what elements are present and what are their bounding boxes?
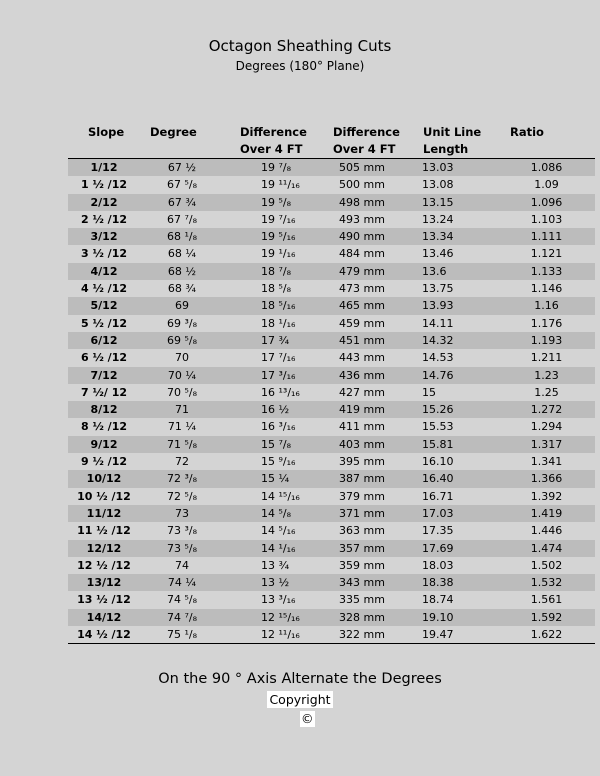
ratio-cell: 1.561 (530, 593, 563, 607)
difference-mm-cell: 328 mm (339, 610, 385, 624)
unit-line-length-cell: 17.35 (422, 524, 454, 538)
unit-line-length-cell: 13.15 (422, 195, 454, 209)
difference-inches-cell: 19 ⁷/₁₆ (261, 212, 296, 226)
degree-cell: 70 ¼ (167, 368, 197, 382)
unit-line-length-cell: 15.26 (422, 403, 454, 417)
unit-line-length-cell: 13.46 (422, 247, 454, 261)
slope-cell: 12 ½ /12 (77, 558, 131, 572)
copyright-symbol: © (301, 711, 314, 726)
difference-mm-cell: 419 mm (339, 403, 385, 417)
table-row (68, 228, 595, 245)
slope-cell: 7/12 (90, 368, 118, 382)
table-row (68, 401, 595, 418)
table-row (68, 418, 595, 435)
slope-cell: 5 ½ /12 (80, 316, 128, 330)
table-row (68, 332, 595, 349)
slope-cell: 11 ½ /12 (77, 524, 131, 538)
unit-line-length-cell: 14.76 (422, 368, 454, 382)
table-row (68, 591, 595, 608)
ratio-cell: 1.193 (530, 333, 563, 347)
difference-inches-cell: 18 ⁵/₁₆ (261, 299, 296, 313)
copyright-label: Copyright (267, 691, 333, 708)
difference-mm-cell: 343 mm (339, 576, 385, 590)
difference-inches-cell: 14 ⁵/₈ (261, 506, 292, 520)
slope-cell: 2/12 (90, 195, 118, 209)
difference-inches-cell: 18 ⁵/₈ (261, 282, 292, 296)
difference-mm-cell: 500 mm (339, 178, 385, 192)
difference-mm-cell: 411 mm (339, 420, 385, 434)
ratio-cell: 1.211 (530, 351, 563, 365)
ratio-cell: 1.392 (530, 489, 563, 503)
table-row (68, 609, 595, 626)
difference-inches-cell: 13 ³/₁₆ (261, 593, 296, 607)
ratio-cell: 1.532 (530, 576, 563, 590)
degree-cell: 68 ¹/₈ (166, 230, 198, 244)
header-slope: Slope (88, 125, 125, 139)
unit-line-length-cell: 18.03 (422, 558, 454, 572)
degree-cell: 74 ⁵/₈ (166, 593, 198, 607)
degree-cell: 73 ⁵/₈ (166, 541, 198, 555)
degree-cell: 71 ¼ (167, 420, 197, 434)
slope-cell: 4/12 (90, 264, 118, 278)
degree-cell: 71 ⁵/₈ (166, 437, 198, 451)
difference-mm-cell: 387 mm (339, 472, 385, 486)
difference-mm-cell: 363 mm (339, 524, 385, 538)
ratio-cell: 1.16 (534, 299, 559, 313)
table-row (68, 297, 595, 314)
degree-cell: 69 ³/₈ (166, 316, 198, 330)
slope-cell: 12/12 (86, 541, 122, 555)
difference-inches-cell: 12 ¹¹/₁₆ (261, 628, 300, 642)
degree-cell: 74 (175, 558, 189, 572)
difference-mm-cell: 505 mm (339, 161, 385, 174)
header-difference-mm: Difference Over 4 FT (333, 125, 400, 156)
table-row (68, 505, 595, 522)
degree-cell: 69 (175, 299, 189, 313)
difference-mm-cell: 479 mm (339, 264, 385, 278)
difference-inches-cell: 17 ⁷/₁₆ (261, 351, 296, 365)
unit-line-length-cell: 15.81 (422, 437, 454, 451)
difference-inches-cell: 19 ¹¹/₁₆ (261, 178, 300, 192)
unit-line-length-cell: 13.03 (422, 161, 454, 174)
difference-inches-cell: 17 ¾ (261, 333, 290, 347)
unit-line-length-cell: 17.03 (422, 506, 454, 520)
difference-mm-cell: 395 mm (339, 455, 385, 469)
table-row (68, 453, 595, 470)
unit-line-length-cell: 13.6 (422, 264, 447, 278)
slope-cell: 8 ½ /12 (80, 420, 128, 434)
slope-cell: 6 ½ /12 (80, 351, 128, 365)
difference-mm-cell: 473 mm (339, 282, 385, 296)
difference-inches-cell: 17 ³/₁₆ (261, 368, 296, 382)
ratio-cell: 1.294 (530, 420, 563, 434)
ratio-cell: 1.502 (530, 558, 563, 572)
difference-mm-cell: 379 mm (339, 489, 385, 503)
unit-line-length-cell: 19.47 (422, 628, 454, 642)
slope-cell: 4 ½ /12 (80, 282, 128, 296)
table-row (68, 488, 595, 505)
table-row (68, 194, 595, 211)
difference-mm-cell: 490 mm (339, 230, 385, 244)
ratio-cell: 1.622 (530, 628, 563, 642)
difference-inches-cell: 18 ⁷/₈ (261, 264, 292, 278)
degree-cell: 72 ³/₈ (166, 472, 198, 486)
unit-line-length-cell: 14.32 (422, 333, 454, 347)
header-unit-line-length: Unit Line Length (423, 125, 482, 156)
ratio-cell: 1.341 (530, 455, 563, 469)
slope-cell: 10 ½ /12 (77, 489, 131, 503)
table-row (68, 574, 595, 591)
table-row (68, 263, 595, 280)
table-header-row (68, 124, 595, 159)
difference-mm-cell: 436 mm (339, 368, 385, 382)
degree-cell: 72 ⁵/₈ (166, 489, 198, 503)
difference-inches-cell: 19 ¹/₁₆ (261, 247, 296, 261)
difference-inches-cell: 19 ⁵/₈ (261, 195, 292, 209)
table-row (68, 211, 595, 228)
table-row (68, 245, 595, 262)
ratio-cell: 1.317 (530, 437, 563, 451)
slope-cell: 5/12 (90, 299, 118, 313)
ratio-cell: 1.419 (530, 506, 563, 520)
difference-inches-cell: 14 ⁵/₁₆ (261, 524, 296, 538)
difference-mm-cell: 359 mm (339, 558, 385, 572)
unit-line-length-cell: 18.38 (422, 576, 454, 590)
table-row (68, 349, 595, 366)
ratio-cell: 1.592 (530, 610, 563, 624)
unit-line-length-cell: 16.71 (422, 489, 454, 503)
difference-inches-cell: 18 ¹/₁₆ (261, 316, 296, 330)
slope-cell: 3/12 (90, 230, 118, 244)
difference-inches-cell: 15 ⁹/₁₆ (261, 455, 296, 469)
difference-mm-cell: 357 mm (339, 541, 385, 555)
slope-cell: 1 ½ /12 (80, 178, 128, 192)
slope-cell: 2 ½ /12 (80, 212, 128, 226)
ratio-cell: 1.25 (534, 385, 559, 399)
unit-line-length-cell: 16.10 (422, 455, 454, 469)
degree-cell: 70 ⁵/₈ (166, 385, 198, 399)
table-row (68, 367, 595, 384)
slope-cell: 13/12 (86, 576, 122, 590)
slope-cell: 9/12 (90, 437, 118, 451)
slope-cell: 7 ½/ 12 (80, 385, 128, 399)
table-row (68, 315, 595, 332)
degree-cell: 67 ½ (167, 161, 197, 174)
page-title: Octagon Sheathing Cuts (208, 37, 392, 55)
difference-mm-cell: 484 mm (339, 247, 385, 261)
unit-line-length-cell: 16.40 (422, 472, 454, 486)
slope-cell: 13 ½ /12 (77, 593, 131, 607)
unit-line-length-cell: 19.10 (422, 610, 454, 624)
unit-line-length-cell: 15.53 (422, 420, 454, 434)
ratio-cell: 1.103 (530, 212, 563, 226)
difference-inches-cell: 14 ¹/₁₆ (261, 541, 296, 555)
degree-cell: 67 ⁵/₈ (166, 178, 198, 192)
difference-inches-cell: 19 ⁷/₈ (261, 161, 292, 174)
difference-mm-cell: 451 mm (339, 333, 385, 347)
degree-cell: 68 ½ (167, 264, 197, 278)
ratio-cell: 1.133 (530, 264, 563, 278)
difference-inches-cell: 13 ¾ (261, 558, 290, 572)
ratio-cell: 1.272 (530, 403, 563, 417)
table-row (68, 470, 595, 487)
ratio-cell: 1.146 (530, 282, 563, 296)
footer-note: On the 90 ° Axis Alternate the Degrees (158, 671, 442, 687)
slope-cell: 3 ½ /12 (80, 247, 128, 261)
slope-cell: 1/12 (90, 161, 118, 174)
difference-inches-cell: 14 ¹⁵/₁₆ (261, 489, 300, 503)
unit-line-length-cell: 13.08 (422, 178, 454, 192)
slope-cell: 8/12 (90, 403, 118, 417)
difference-mm-cell: 427 mm (339, 385, 385, 399)
difference-inches-cell: 12 ¹⁵/₁₆ (261, 610, 300, 624)
degree-cell: 71 (175, 403, 189, 417)
unit-line-length-cell: 14.11 (422, 316, 454, 330)
page-subtitle: Degrees (180° Plane) (235, 59, 365, 73)
slope-cell: 6/12 (90, 333, 118, 347)
sheathing-cuts-table (68, 124, 595, 644)
degree-cell: 74 ¼ (167, 576, 197, 590)
degree-cell: 67 ⁷/₈ (166, 212, 198, 226)
difference-inches-cell: 15 ¼ (261, 472, 290, 486)
unit-line-length-cell: 15 (422, 385, 436, 399)
table-row (68, 176, 595, 193)
ratio-cell: 1.086 (530, 161, 563, 174)
difference-inches-cell: 13 ½ (261, 576, 290, 590)
degree-cell: 74 ⁷/₈ (166, 610, 198, 624)
difference-mm-cell: 493 mm (339, 212, 385, 226)
unit-line-length-cell: 13.34 (422, 230, 454, 244)
difference-mm-cell: 465 mm (339, 299, 385, 313)
difference-inches-cell: 15 ⁷/₈ (261, 437, 292, 451)
difference-mm-cell: 335 mm (339, 593, 385, 607)
degree-cell: 67 ¾ (167, 195, 197, 209)
slope-cell: 14/12 (86, 610, 122, 624)
degree-cell: 73 ³/₈ (166, 524, 198, 538)
slope-cell: 9 ½ /12 (80, 455, 128, 469)
header-ratio: Ratio (510, 125, 544, 139)
ratio-cell: 1.111 (530, 230, 563, 244)
degree-cell: 70 (175, 351, 189, 365)
ratio-cell: 1.366 (530, 472, 563, 486)
difference-mm-cell: 498 mm (339, 195, 385, 209)
degree-cell: 68 ¾ (167, 282, 197, 296)
ratio-cell: 1.176 (530, 316, 563, 330)
difference-mm-cell: 403 mm (339, 437, 385, 451)
difference-inches-cell: 16 ½ (261, 403, 290, 417)
ratio-cell: 1.446 (530, 524, 563, 538)
difference-mm-cell: 371 mm (339, 506, 385, 520)
table-row (68, 159, 595, 177)
difference-mm-cell: 459 mm (339, 316, 385, 330)
table-row (68, 384, 595, 401)
degree-cell: 69 ⁵/₈ (166, 333, 198, 347)
ratio-cell: 1.09 (534, 178, 559, 192)
unit-line-length-cell: 14.53 (422, 351, 454, 365)
ratio-cell: 1.23 (534, 368, 559, 382)
header-difference-inches: Difference Over 4 FT (240, 125, 307, 156)
unit-line-length-cell: 17.69 (422, 541, 454, 555)
difference-inches-cell: 19 ⁵/₁₆ (261, 230, 296, 244)
table-row (68, 280, 595, 297)
degree-cell: 73 (175, 506, 189, 520)
slope-cell: 10/12 (86, 472, 122, 486)
difference-inches-cell: 16 ¹³/₁₆ (261, 385, 300, 399)
table-row (68, 626, 595, 644)
unit-line-length-cell: 13.24 (422, 212, 454, 226)
table-row (68, 557, 595, 574)
difference-mm-cell: 322 mm (339, 628, 385, 642)
ratio-cell: 1.121 (530, 247, 563, 261)
degree-cell: 75 ¹/₈ (166, 628, 198, 642)
table-row (68, 522, 595, 539)
header-degree: Degree (150, 125, 197, 139)
table-row (68, 436, 595, 453)
degree-cell: 68 ¼ (167, 247, 197, 261)
difference-inches-cell: 16 ³/₁₆ (261, 420, 296, 434)
ratio-cell: 1.096 (530, 195, 563, 209)
table-row (68, 540, 595, 557)
degree-cell: 72 (175, 455, 189, 469)
slope-cell: 11/12 (86, 506, 122, 520)
difference-mm-cell: 443 mm (339, 351, 385, 365)
unit-line-length-cell: 13.93 (422, 299, 454, 313)
slope-cell: 14 ½ /12 (77, 628, 131, 642)
ratio-cell: 1.474 (530, 541, 563, 555)
unit-line-length-cell: 18.74 (422, 593, 454, 607)
unit-line-length-cell: 13.75 (422, 282, 454, 296)
